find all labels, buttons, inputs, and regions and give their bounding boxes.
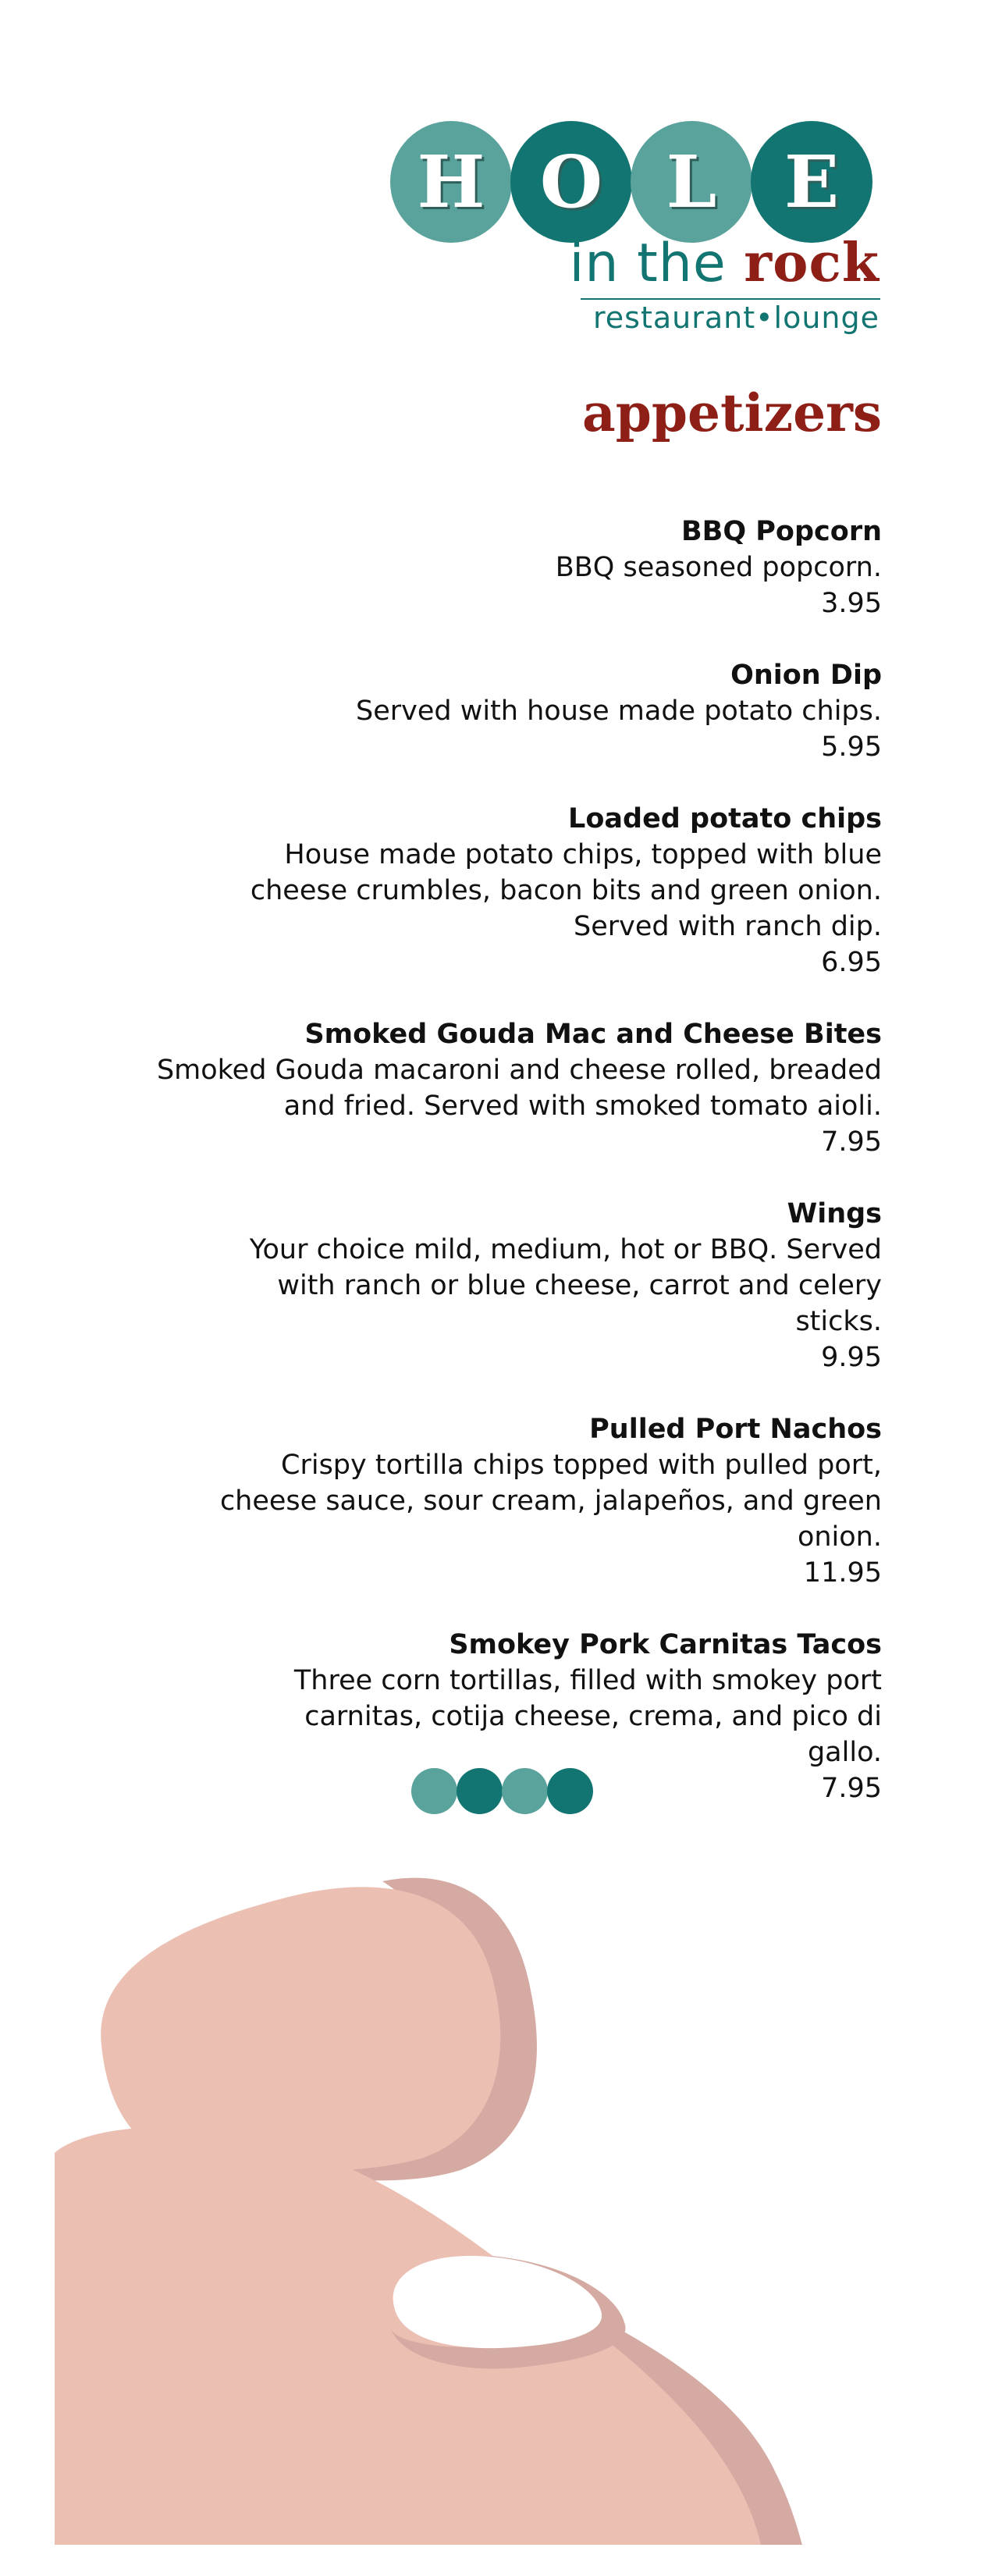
menu-item-price: 7.95	[821, 1773, 882, 1804]
logo-letter-e: E	[784, 140, 840, 224]
logo-letter-o: O	[539, 140, 603, 224]
menu-item-name: Wings	[787, 1198, 882, 1229]
logo-tagline-rock: rock	[744, 232, 880, 294]
menu-item-description: Your choice mild, medium, hot or BBQ. Served with ranch or blue cheese, carrot and celery sticks.	[249, 1234, 882, 1337]
section-title: appetizers	[581, 382, 882, 443]
menu-item	[101, 1196, 882, 1375]
logo-tagline-in-the-rock	[569, 232, 880, 294]
logo-circle-o	[510, 121, 632, 243]
menu-item-name: Loaded potato chips	[568, 803, 882, 834]
menu-item-name: Smokey Pork Carnitas Tacos	[449, 1629, 882, 1660]
menu-item	[101, 514, 882, 621]
logo-circle-l	[631, 121, 752, 243]
menu-item-price: 6.95	[821, 947, 882, 978]
lower-rock	[55, 2127, 761, 2545]
menu-item	[101, 1016, 882, 1160]
logo-tagline-restaurant-lounge: restaurant•lounge	[592, 301, 880, 335]
menu-item-description: Crispy tortilla chips topped with pulled port, cheese sauce, sour cream, jalapeños, and green onion.	[219, 1450, 882, 1553]
menu-item	[101, 657, 882, 765]
menu-item-name: Onion Dip	[730, 660, 882, 691]
menu-item-description: Three corn tortillas, filled with smokey port carnitas, cotija cheese, crema, and pico di gallo.	[293, 1665, 882, 1768]
menu-item-name: BBQ Popcorn	[681, 516, 882, 547]
menu-item-price: 9.95	[821, 1342, 882, 1373]
menu-item-name: Smoked Gouda Mac and Cheese Bites	[304, 1019, 882, 1050]
logo-divider	[581, 298, 880, 300]
menu-item-description: House made potato chips, topped with blue cheese crumbles, bacon bits and green onion. Served with ranch dip.	[250, 839, 882, 942]
logo-letter-l: L	[666, 140, 717, 224]
logo-circle-h	[390, 121, 512, 243]
menu-item-price: 5.95	[821, 731, 882, 763]
menu-item-price: 11.95	[803, 1557, 882, 1589]
logo-tagline-prefix: in the	[569, 233, 744, 294]
menu-item-price: 3.95	[821, 588, 882, 619]
logo-circle-e	[751, 121, 872, 243]
rock-hole	[393, 2256, 602, 2348]
decorative-dots	[411, 1768, 599, 1815]
dot-icon	[457, 1768, 503, 1814]
logo	[390, 121, 890, 243]
menu-item-description: BBQ seasoned popcorn.	[555, 552, 882, 583]
dot-icon	[502, 1768, 548, 1814]
dot-icon	[547, 1768, 593, 1814]
menu-item-description: Smoked Gouda macaroni and cheese rolled, breaded and fried. Served with smoked tomato aioli.	[156, 1055, 882, 1122]
rock-illustration	[55, 1858, 851, 2560]
menu-item	[101, 1411, 882, 1591]
dot-icon	[411, 1768, 457, 1814]
menu-item	[101, 801, 882, 980]
menu-item-price: 7.95	[821, 1126, 882, 1158]
menu-list	[101, 514, 882, 1842]
logo-letter-h: H	[417, 140, 485, 224]
menu-item-description: Served with house made potato chips.	[356, 696, 882, 727]
menu-item-name: Pulled Port Nachos	[589, 1414, 882, 1445]
